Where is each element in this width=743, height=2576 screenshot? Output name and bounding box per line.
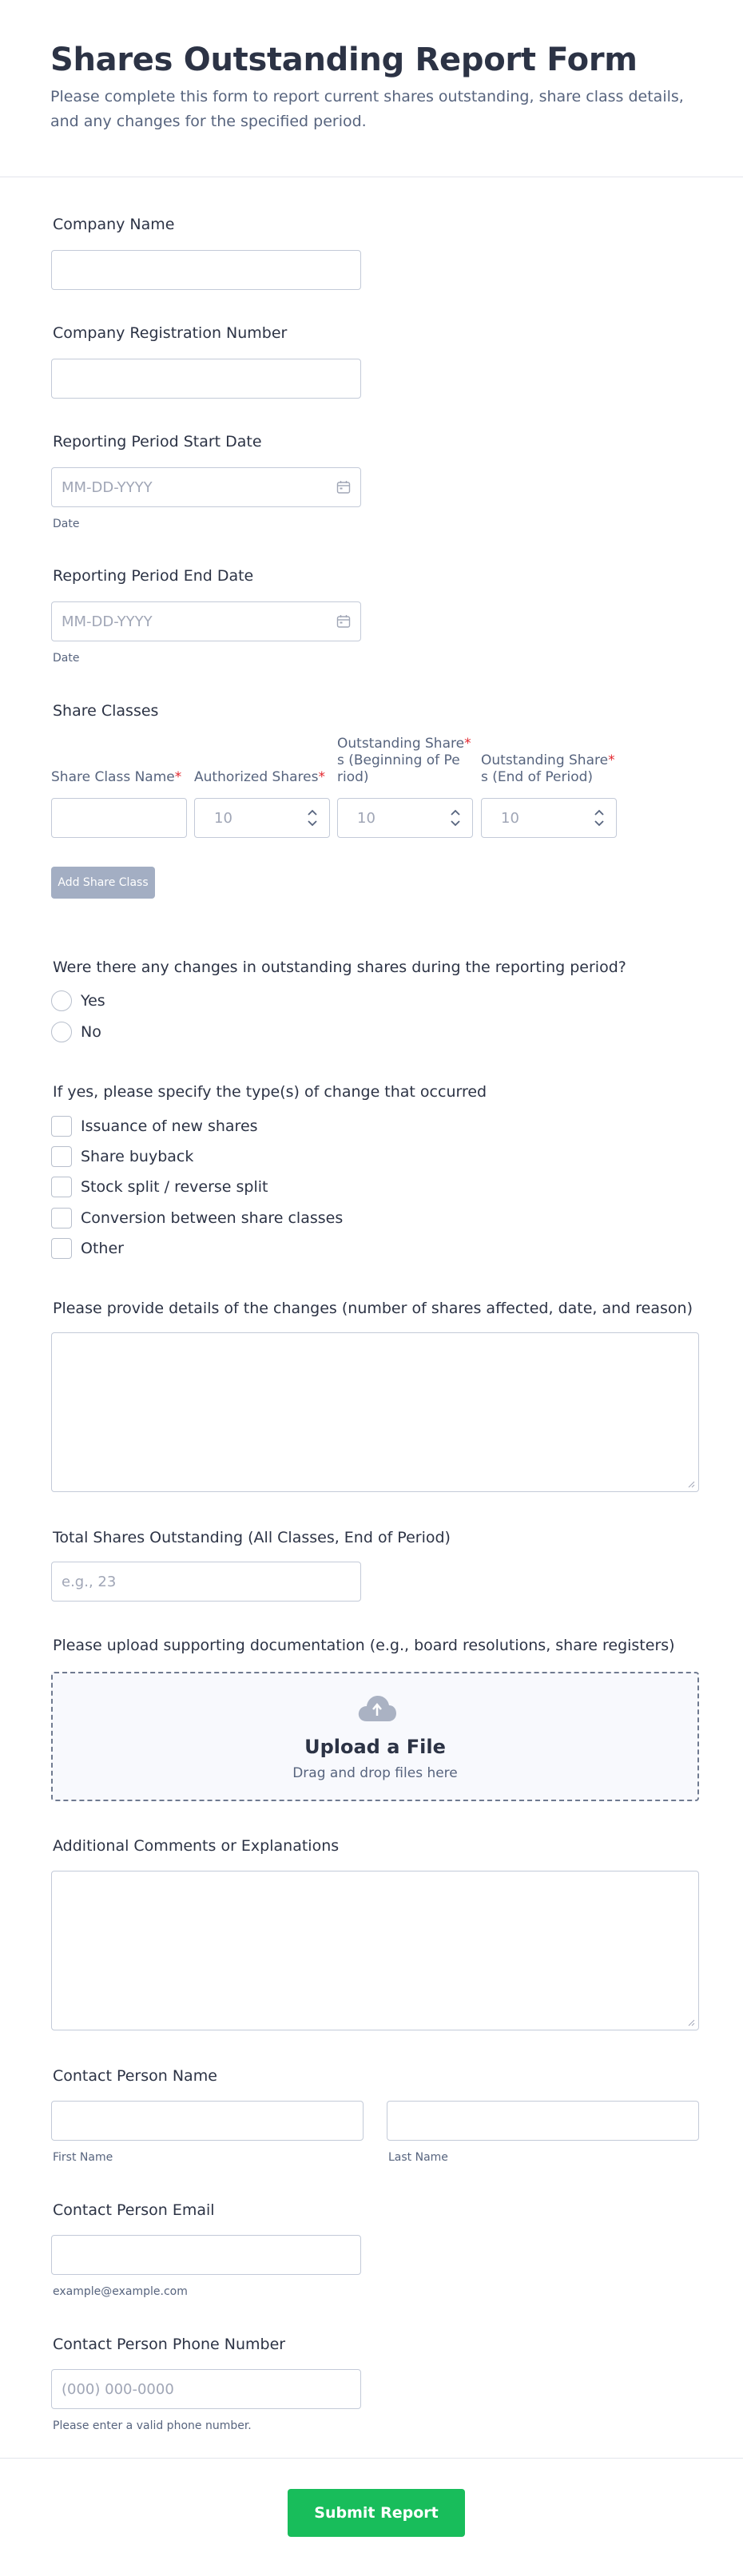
outstanding-beginning-input[interactable] [337, 798, 473, 838]
changes-question-label: Were there any changes in outstanding shares during the reporting period? [53, 959, 626, 976]
company-registration-input[interactable] [51, 359, 361, 399]
stepper-icon[interactable] [594, 807, 605, 829]
checkbox-other-label[interactable]: Other [81, 1240, 124, 1257]
checkbox-issuance[interactable] [51, 1116, 72, 1137]
col-header-outstanding-end: Outstanding Share* s (End of Period) [481, 752, 615, 785]
contact-email-sublabel: example@example.com [53, 2285, 188, 2298]
checkbox-conversion[interactable] [51, 1208, 72, 1228]
calendar-icon[interactable] [336, 614, 351, 629]
checkbox-conversion-label[interactable]: Conversion between share classes [81, 1209, 344, 1227]
contact-email-label: Contact Person Email [53, 2201, 215, 2219]
start-date-sublabel: Date [53, 518, 80, 530]
end-date-sublabel: Date [53, 652, 80, 665]
contact-phone-label: Contact Person Phone Number [53, 2336, 286, 2353]
change-details-label: Please provide details of the changes (number of shares affected, date, and reason) [53, 1300, 693, 1317]
comments-textarea[interactable] [51, 1871, 699, 2030]
radio-no-label[interactable]: No [81, 1023, 101, 1041]
first-name-input[interactable] [51, 2101, 364, 2141]
radio-yes-label[interactable]: Yes [81, 992, 105, 1010]
start-date-label: Reporting Period Start Date [53, 433, 262, 451]
col-header-outstanding-beginning: Outstanding Share* s (Beginning of Pe riod) [337, 736, 471, 785]
checkbox-split-label[interactable]: Stock split / reverse split [81, 1178, 268, 1196]
total-shares-input[interactable] [51, 1562, 361, 1602]
total-shares-label: Total Shares Outstanding (All Classes, End of Period) [53, 1529, 451, 1546]
start-date-input[interactable] [51, 467, 361, 507]
outstanding-beginning-placeholder: 10 [357, 810, 375, 827]
upload-subtitle: Drag and drop files here [292, 1765, 458, 1781]
contact-phone-sublabel: Please enter a valid phone number. [53, 2419, 252, 2432]
change-types-label: If yes, please specify the type(s) of change that occurred [53, 1083, 487, 1101]
file-upload-dropzone[interactable] [51, 1672, 699, 1801]
outstanding-end-input[interactable] [481, 798, 617, 838]
upload-label: Please upload supporting documentation (e.g., board resolutions, share registers) [53, 1637, 675, 1654]
resize-handle-icon[interactable] [687, 2018, 695, 2026]
stepper-icon[interactable] [307, 807, 318, 829]
end-date-label: Reporting Period End Date [53, 567, 254, 585]
contact-email-input[interactable] [51, 2235, 361, 2275]
last-name-sublabel: Last Name [388, 2151, 448, 2164]
cloud-upload-icon [356, 1693, 398, 1725]
last-name-input[interactable] [387, 2101, 699, 2141]
company-registration-label: Company Registration Number [53, 324, 288, 342]
share-class-name-input[interactable] [51, 798, 187, 838]
form-title: Shares Outstanding Report Form [50, 42, 638, 78]
share-classes-label: Share Classes [53, 702, 159, 720]
col-header-authorized-shares: Authorized Shares* [194, 769, 325, 785]
checkbox-buyback[interactable] [51, 1146, 72, 1167]
company-name-input[interactable] [51, 250, 361, 290]
contact-phone-placeholder: (000) 000-0000 [62, 2380, 174, 2398]
col-header-share-class-name: Share Class Name* [51, 769, 182, 785]
checkbox-buyback-label[interactable]: Share buyback [81, 1148, 194, 1165]
resize-handle-icon[interactable] [687, 1480, 695, 1488]
upload-title: Upload a File [304, 1736, 446, 1758]
submit-report-button[interactable]: Submit Report [288, 2489, 465, 2537]
change-details-textarea[interactable] [51, 1332, 699, 1492]
authorized-shares-placeholder: 10 [214, 810, 232, 827]
radio-yes[interactable] [51, 990, 72, 1011]
stepper-icon[interactable] [450, 807, 461, 829]
add-share-class-button[interactable]: Add Share Class [51, 867, 155, 899]
outstanding-end-placeholder: 10 [501, 810, 519, 827]
checkbox-other[interactable] [51, 1238, 72, 1259]
contact-name-label: Contact Person Name [53, 2067, 217, 2085]
end-date-input[interactable] [51, 601, 361, 641]
company-name-label: Company Name [53, 216, 175, 233]
authorized-shares-input[interactable] [194, 798, 330, 838]
checkbox-split[interactable] [51, 1177, 72, 1197]
radio-no[interactable] [51, 1022, 72, 1042]
calendar-icon[interactable] [336, 480, 351, 494]
form-description: Please complete this form to report current shares outstanding, share class details, and any changes for the specified period. [50, 88, 684, 130]
first-name-sublabel: First Name [53, 2151, 113, 2164]
comments-label: Additional Comments or Explanations [53, 1837, 340, 1855]
end-date-placeholder: MM-DD-YYYY [62, 613, 153, 630]
total-shares-placeholder: e.g., 23 [62, 1573, 117, 1590]
form-header [0, 0, 743, 177]
checkbox-issuance-label[interactable]: Issuance of new shares [81, 1117, 258, 1135]
contact-phone-input[interactable] [51, 2369, 361, 2409]
start-date-placeholder: MM-DD-YYYY [62, 478, 153, 496]
